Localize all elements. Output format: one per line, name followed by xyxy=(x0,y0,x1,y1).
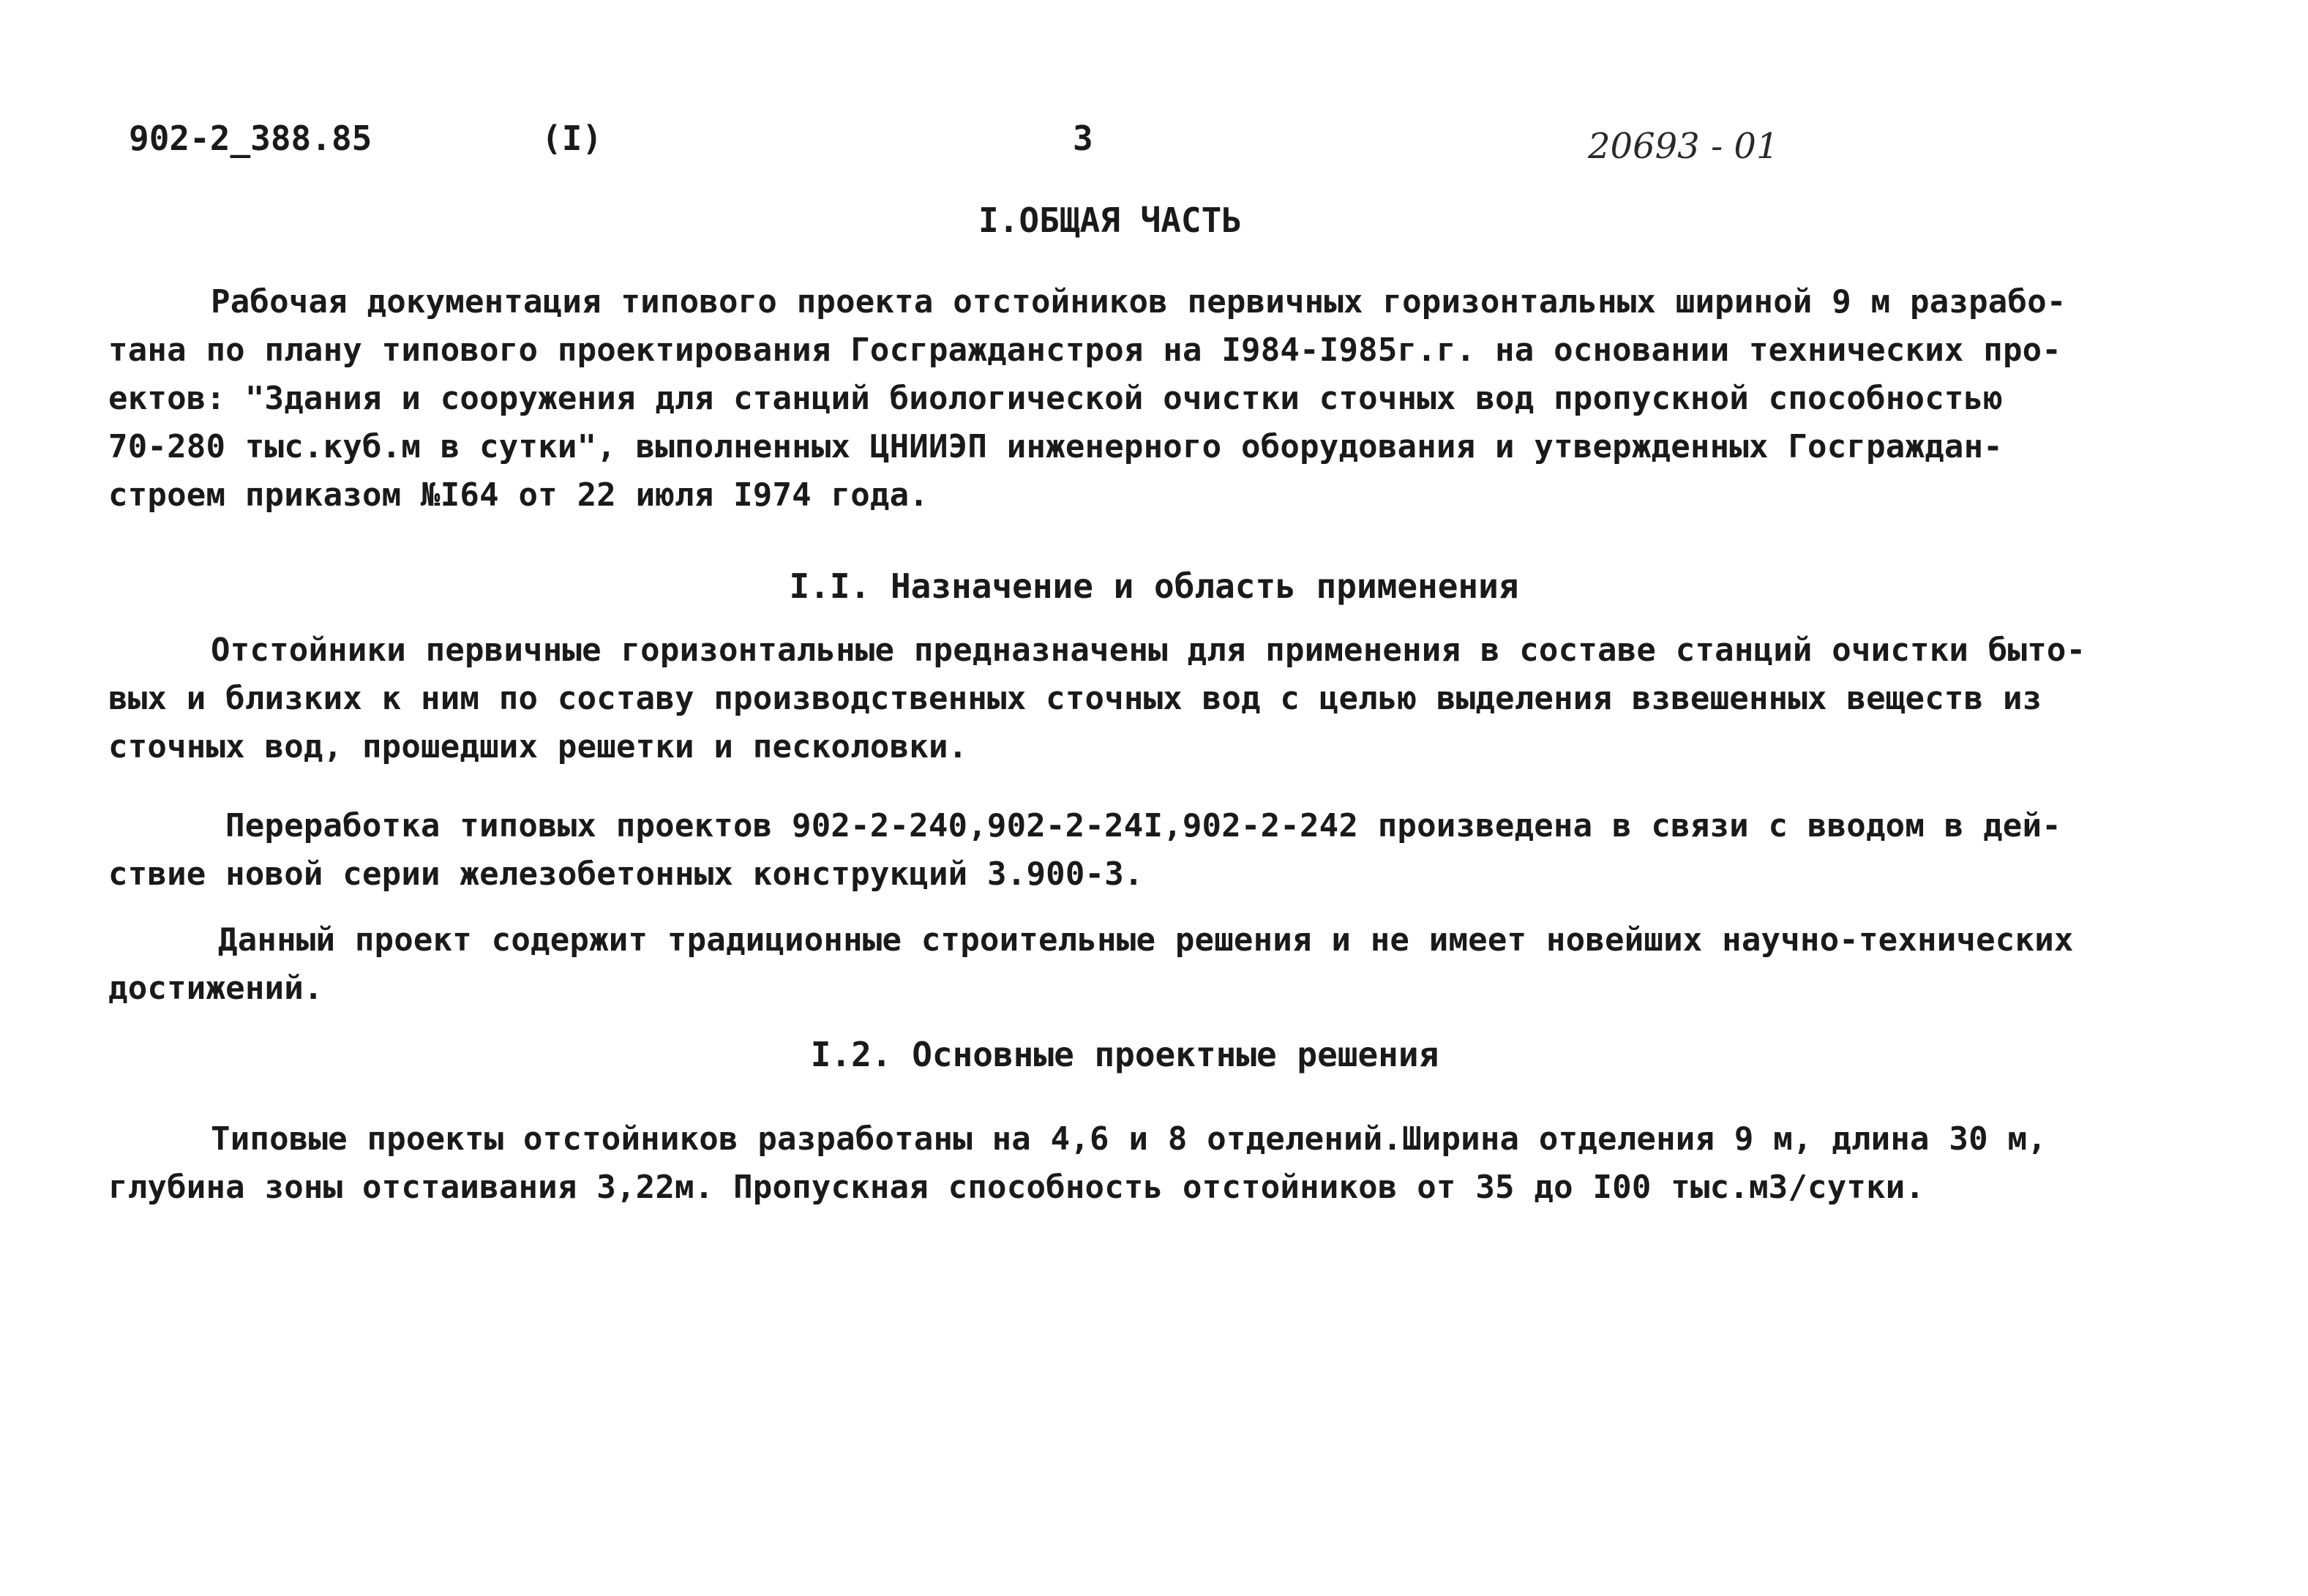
section-title-purpose: I.I. Назначение и область применения xyxy=(789,566,1519,606)
paragraph-solutions-note-text: Данный проект содержит традиционные строительные решения и не имеет новейших научно-технических достижений. xyxy=(108,921,2074,1007)
paragraph-general xyxy=(108,278,2113,520)
paragraph-design xyxy=(108,1115,2113,1212)
paragraph-general-text: Рабочая документация типового проекта отстойников первичных горизонтальных шириной 9 м разрабо- тана по плану типового проектирования Госгражданстроя на I984-I985г.г. на основании технических про- ектов: "Здания и сооружения для станций биологической очистки сточных вод пропускной способностью 70-280 тыс.куб.м в сутки", выполненных ЦНИИЭП инженерного оборудования и утвержденных Госграждан- строем приказом №I64 от 22 июля I974 года. xyxy=(108,283,2067,514)
section-title-design: I.2. Основные проектные решения xyxy=(810,1035,1439,1074)
section-title-general: I.ОБЩАЯ ЧАСТЬ xyxy=(978,201,1243,240)
paragraph-solutions-note xyxy=(108,916,2113,1013)
paragraph-rework xyxy=(108,802,2113,899)
document-code: 902-2_388.85 xyxy=(129,119,372,158)
document-part: (I) xyxy=(542,119,603,158)
paragraph-purpose-text: Отстойники первичные горизонтальные предназначены для применения в составе станций очистки быто- вых и близких к ним по составу производственных сточных вод с целью выделения взвешенных веществ из сточных вод, прошедших решетки и песколовки. xyxy=(108,632,2086,765)
paragraph-design-text: Типовые проекты отстойников разработаны на 4,6 и 8 отделений.Ширина отделения 9 м, длина 30 м, глубина зоны отстаивания 3,22м. Пропускная способность отстойников от 35 до I00 тыс.м3/сутки. xyxy=(108,1120,2047,1206)
paragraph-rework-text: Переработка типовых проектов 902-2-240,902-2-24I,902-2-242 произведена в связи с вводом в дей- ствие новой серии железобетонных конструкций 3.900-3. xyxy=(108,807,2061,893)
paragraph-purpose xyxy=(108,626,2113,771)
page-number: 3 xyxy=(1073,119,1093,158)
inventory-number: 20693 - 01 xyxy=(1588,126,1779,167)
